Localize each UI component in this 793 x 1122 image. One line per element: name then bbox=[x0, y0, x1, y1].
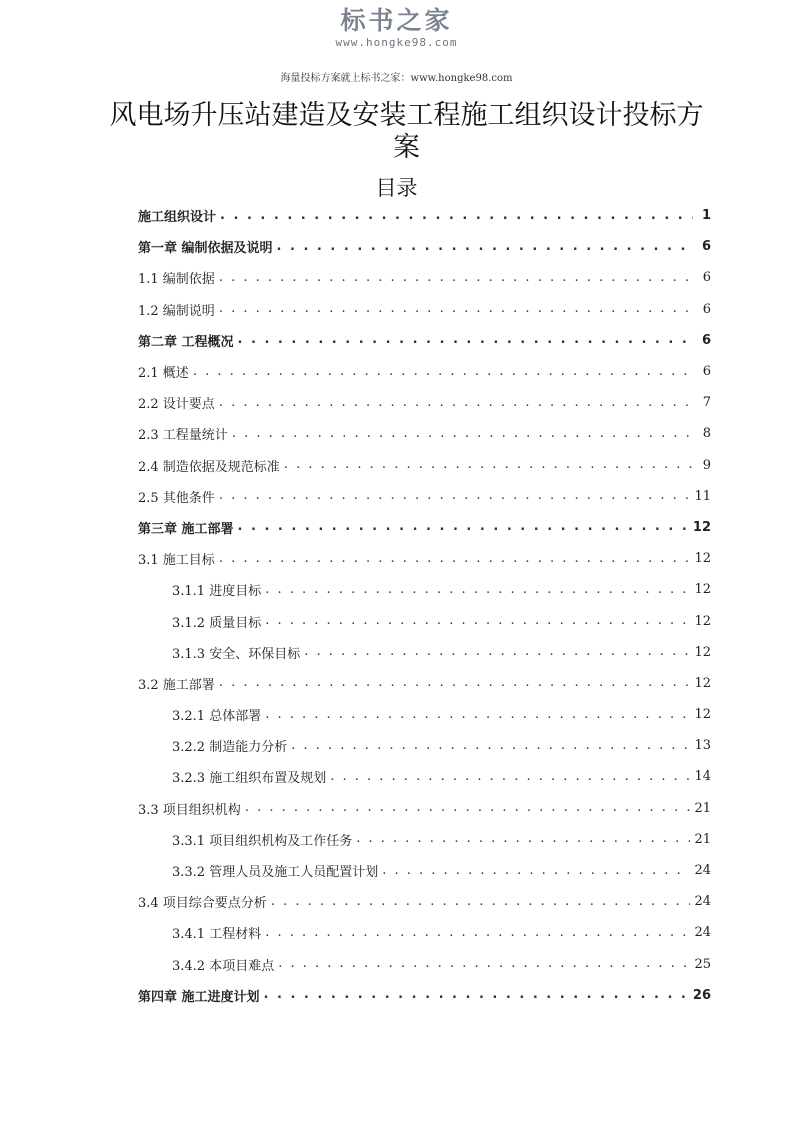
toc-entry-page: 8 bbox=[702, 426, 711, 442]
toc-entry[interactable] bbox=[138, 450, 711, 481]
toc-leader-dots bbox=[277, 239, 693, 255]
toc-entry-page: 12 bbox=[694, 707, 711, 723]
toc-entry-label: 2.2 设计要点 bbox=[138, 397, 215, 413]
toc-leader-dots bbox=[220, 208, 693, 224]
toc-leader-dots bbox=[304, 644, 690, 660]
toc-entry-label: 2.5 其他条件 bbox=[138, 490, 215, 506]
toc-entry-label: 1.2 编制说明 bbox=[138, 303, 215, 319]
toc-leader-dots bbox=[264, 987, 689, 1003]
toc-leader-dots bbox=[265, 582, 690, 598]
toc-entry[interactable] bbox=[138, 637, 711, 668]
toc-entry-label: 2.4 制造依据及规范标准 bbox=[138, 459, 280, 475]
toc-entry-label: 第四章 施工进度计划 bbox=[138, 989, 260, 1005]
toc-entry-page: 14 bbox=[694, 769, 711, 785]
toc-leader-dots bbox=[356, 831, 690, 847]
toc-leader-dots bbox=[265, 925, 690, 941]
logo-title: 标书之家 bbox=[340, 6, 453, 35]
toc-entry[interactable] bbox=[138, 294, 711, 325]
toc-entry[interactable] bbox=[138, 231, 711, 262]
toc-entry[interactable] bbox=[138, 481, 711, 512]
toc-entry[interactable] bbox=[138, 356, 711, 387]
toc-leader-dots bbox=[271, 894, 691, 910]
toc-entry-page: 6 bbox=[701, 239, 711, 255]
toc-entry-label: 第三章 施工部署 bbox=[138, 521, 234, 537]
toc-heading: 目录 bbox=[375, 176, 418, 200]
toc-leader-dots bbox=[330, 769, 690, 785]
toc-entry-page: 6 bbox=[702, 301, 711, 317]
toc-entry[interactable] bbox=[138, 325, 711, 356]
toc-entry[interactable] bbox=[138, 917, 711, 948]
toc-entry-label: 2.3 工程量统计 bbox=[138, 428, 228, 444]
toc-entry-label: 3.2.1 总体部署 bbox=[172, 709, 262, 725]
toc-entry[interactable] bbox=[138, 512, 711, 543]
toc-entry[interactable] bbox=[138, 886, 711, 917]
toc-leader-dots bbox=[265, 707, 690, 723]
toc-entry[interactable] bbox=[138, 200, 711, 231]
toc-entry[interactable] bbox=[138, 730, 711, 761]
toc-entry-label: 2.1 概述 bbox=[138, 366, 189, 382]
toc-entry-label: 施工组织设计 bbox=[138, 210, 217, 226]
toc-entry-label: 3.4 项目综合要点分析 bbox=[138, 896, 267, 912]
toc-entry-label: 3.4.1 工程材料 bbox=[172, 927, 262, 943]
toc-entry-label: 第二章 工程概况 bbox=[138, 334, 234, 350]
toc-entry-page: 6 bbox=[701, 332, 711, 348]
toc-entry-label: 3.3 项目组织机构 bbox=[138, 802, 241, 818]
toc-entry-label: 3.1.1 进度目标 bbox=[172, 584, 262, 600]
toc-entry[interactable] bbox=[138, 980, 711, 1011]
toc-entry-page: 26 bbox=[692, 987, 711, 1003]
toc-entry[interactable] bbox=[138, 543, 711, 574]
toc-leader-dots bbox=[291, 738, 690, 754]
toc-leader-dots bbox=[219, 395, 693, 411]
toc-leader-dots bbox=[219, 675, 691, 691]
toc-entry-page: 11 bbox=[694, 488, 711, 504]
toc-entry-page: 12 bbox=[694, 582, 711, 598]
toc-entry-page: 9 bbox=[702, 457, 711, 473]
toc-leader-dots bbox=[238, 332, 693, 348]
toc-entry-page: 7 bbox=[702, 395, 711, 411]
toc-entry-label: 3.1.3 安全、环保目标 bbox=[172, 646, 301, 662]
toc-entry-label: 3.3.2 管理人员及施工人员配置计划 bbox=[172, 865, 379, 881]
toc-leader-dots bbox=[382, 863, 690, 879]
toc-entry-page: 12 bbox=[694, 613, 711, 629]
toc-entry-label: 3.4.2 本项目难点 bbox=[172, 958, 275, 974]
toc-leader-dots bbox=[219, 301, 693, 317]
toc-entry-page: 13 bbox=[694, 738, 711, 754]
toc-leader-dots bbox=[284, 457, 693, 473]
logo-url: www.hongke98.com bbox=[335, 36, 458, 49]
toc-leader-dots bbox=[219, 551, 691, 567]
toc-entry-page: 12 bbox=[694, 551, 711, 567]
toc-leader-dots bbox=[193, 364, 693, 380]
toc-entry[interactable] bbox=[138, 387, 711, 418]
toc-leader-dots bbox=[219, 270, 693, 286]
toc-leader-dots bbox=[265, 613, 690, 629]
toc-leader-dots bbox=[278, 956, 690, 972]
toc-entry[interactable] bbox=[138, 949, 711, 980]
document-title: 风电场升压站建造及安装工程施工组织设计投标方案 bbox=[109, 100, 704, 163]
toc-entry[interactable] bbox=[138, 418, 711, 449]
toc-entry-page: 21 bbox=[694, 800, 711, 816]
toc-entry[interactable] bbox=[138, 668, 711, 699]
toc-entry-label: 3.3.1 项目组织机构及工作任务 bbox=[172, 833, 353, 849]
toc-entry[interactable] bbox=[138, 855, 711, 886]
toc-entry-label: 3.1.2 质量目标 bbox=[172, 615, 262, 631]
toc-entry-page: 12 bbox=[692, 519, 711, 535]
toc-entry[interactable] bbox=[138, 824, 711, 855]
toc-leader-dots bbox=[238, 519, 689, 535]
toc-entry-page: 6 bbox=[702, 364, 711, 380]
toc-entry-page: 6 bbox=[702, 270, 711, 286]
toc-entry-label: 3.1 施工目标 bbox=[138, 553, 215, 569]
toc-leader-dots bbox=[219, 488, 691, 504]
toc-leader-dots bbox=[232, 426, 693, 442]
toc-entry-label: 3.2 施工部署 bbox=[138, 677, 215, 693]
toc-entry[interactable] bbox=[138, 761, 711, 792]
site-logo bbox=[0, 6, 793, 50]
toc-entry-label: 3.2.2 制造能力分析 bbox=[172, 740, 288, 756]
toc-entry-page: 12 bbox=[694, 675, 711, 691]
toc-entry-page: 24 bbox=[694, 925, 711, 941]
toc-entry[interactable] bbox=[138, 574, 711, 605]
toc-entry[interactable] bbox=[138, 699, 711, 730]
toc-entry[interactable] bbox=[138, 793, 711, 824]
table-of-contents bbox=[138, 200, 711, 1011]
toc-entry-label: 1.1 编制依据 bbox=[138, 272, 215, 288]
toc-entry[interactable] bbox=[138, 262, 711, 293]
toc-entry-page: 25 bbox=[694, 956, 711, 972]
toc-entry-page: 1 bbox=[701, 208, 711, 224]
toc-leader-dots bbox=[245, 800, 691, 816]
toc-entry-page: 24 bbox=[694, 863, 711, 879]
toc-entry-page: 12 bbox=[694, 644, 711, 660]
toc-entry[interactable] bbox=[138, 605, 711, 636]
toc-entry-page: 21 bbox=[694, 831, 711, 847]
header-tagline: 海量投标方案就上标书之家：www.hongke98.com bbox=[280, 73, 513, 84]
toc-entry-page: 24 bbox=[694, 894, 711, 910]
toc-entry-label: 第一章 编制依据及说明 bbox=[138, 241, 273, 257]
toc-entry-label: 3.2.3 施工组织布置及规划 bbox=[172, 771, 327, 787]
